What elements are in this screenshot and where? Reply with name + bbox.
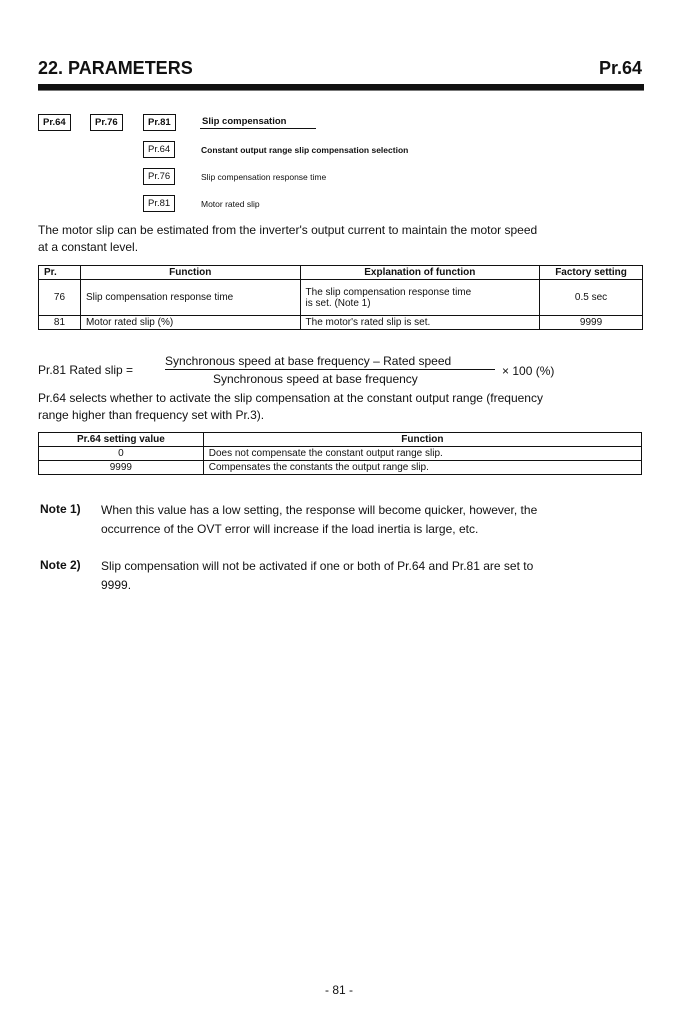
col-header-pr: Pr. [39,266,81,280]
cell-explanation [300,280,540,316]
cell-function: Compensates the constants the output range slip. [203,461,641,475]
param-box-pr76: Pr.76 [90,114,123,131]
sub-param-label-pr64: Constant output range slip compensation selection [201,145,409,155]
col-header-explanation: Explanation of function [300,266,540,280]
col-header-function: Function [203,433,641,447]
cell-function: Does not compensate the constant output range slip. [203,447,641,461]
param-box-pr64: Pr.64 [38,114,71,131]
cell-explanation-line: is set. (Note 1) [305,297,371,309]
cell-function: Slip compensation response time [80,280,300,316]
pr64-setting-table [38,432,642,475]
col-header-setting-value: Pr.64 setting value [39,433,204,447]
formula-lhs: Pr.81 Rated slip = [38,363,134,377]
cell-factory-setting: 9999 [540,316,643,330]
note-2-line-1: Slip compensation will not be activated if one or both of Pr.64 and Pr.81 are set to [101,559,534,573]
col-header-function: Function [80,266,300,280]
para2-line-1: Pr.64 selects whether to activate the slip compensation at the constant output range (frequency [38,391,543,405]
intro-line-2: at a constant level. [38,240,139,254]
note-2-label: Note 2) [40,558,81,572]
sub-param-label-pr76: Slip compensation response time [201,172,327,182]
cell-pr: 81 [39,316,81,330]
intro-line-1: The motor slip can be estimated from the inverter's output current to maintain the motor speed [38,223,538,237]
note-1-label: Note 1) [40,502,81,516]
param-box-pr81: Pr.81 [143,114,176,131]
table-row [39,461,642,475]
cell-explanation-line: The slip compensation response time [305,286,472,298]
note-1-line-2: occurrence of the OVT error will increase if the load inertia is large, etc. [101,522,479,536]
col-header-factory-setting: Factory setting [540,266,643,280]
note-2-line-2: 9999. [101,578,132,592]
page-header-title: 22. PARAMETERS [38,58,193,78]
formula-multiplier: × 100 (%) [502,364,555,378]
cell-function: Motor rated slip (%) [80,316,300,330]
note-1-line-1: When this value has a low setting, the response will become quicker, however, the [101,503,538,517]
section-title-underline [200,128,316,129]
table-row [39,447,642,461]
formula-fraction-bar [165,369,495,370]
cell-factory-setting: 0.5 sec [540,280,643,316]
sub-param-box-pr76: Pr.76 [143,168,175,185]
sub-param-label-pr81: Motor rated slip [201,199,260,209]
parameter-table [38,265,643,330]
sub-param-box-pr64: Pr.64 [143,141,175,158]
cell-setting-value: 0 [39,447,204,461]
sub-param-box-pr81: Pr.81 [143,195,175,212]
formula-numerator: Synchronous speed at base frequency – Rated speed [165,354,452,368]
formula-denominator: Synchronous speed at base frequency [213,372,418,386]
table-header-row [39,266,643,280]
cell-explanation: The motor's rated slip is set. [300,316,540,330]
table-header-row [39,433,642,447]
page-header-code: Pr.64 [598,58,642,78]
header-rule-thin [38,90,644,91]
cell-setting-value: 9999 [39,461,204,475]
section-title: Slip compensation [202,116,287,127]
table-row [39,280,643,316]
cell-pr: 76 [39,280,81,316]
para2-line-2: range higher than frequency set with Pr.3). [38,408,265,422]
table-row [39,316,643,330]
page-number: - 81 - [324,983,353,997]
